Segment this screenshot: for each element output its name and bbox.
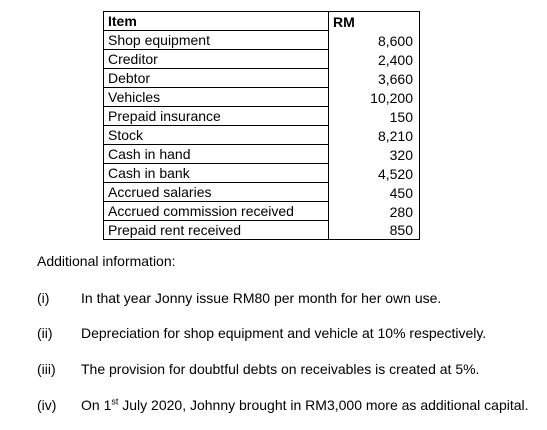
table-row: [104, 221, 420, 240]
amount-cell: 320: [329, 145, 420, 164]
item-cell: Cash in hand: [104, 145, 329, 164]
note-number: (i): [37, 290, 50, 306]
amount-cell: 3,660: [329, 69, 420, 88]
table-row: [104, 183, 420, 202]
item-cell: Accrued salaries: [104, 183, 329, 202]
item-cell: Creditor: [104, 50, 329, 69]
note-text-end: July 2020, Johnny brought in RM3,000 more as additional capital.: [118, 397, 529, 413]
table-row: [104, 69, 420, 88]
note-number: (iv): [37, 397, 57, 413]
note-text: In that year Jonny issue RM80 per month for her own use.: [81, 290, 442, 306]
table-row: [104, 31, 420, 50]
table-row: [104, 164, 420, 183]
item-cell: Debtor: [104, 69, 329, 88]
item-cell: Prepaid insurance: [104, 107, 329, 126]
item-cell: Vehicles: [104, 88, 329, 107]
item-cell: Prepaid rent received: [104, 221, 329, 240]
ordinal-suffix: st: [111, 396, 119, 407]
amount-cell: 8,600: [329, 31, 420, 50]
note-text-start: On 1: [81, 397, 112, 413]
item-cell: Accrued commission received: [104, 202, 329, 221]
rm-column-header: RM: [329, 12, 420, 31]
item-cell: Stock: [104, 126, 329, 145]
note-text: The provision for doubtful debts on receivables is created at 5%.: [81, 361, 480, 377]
table-row: [104, 88, 420, 107]
table-row: [104, 50, 420, 69]
balances-table: [103, 11, 420, 240]
item-cell: Shop equipment: [104, 31, 329, 50]
note-number: (iii): [37, 361, 56, 377]
table-row: [104, 126, 420, 145]
amount-cell: 150: [329, 107, 420, 126]
amount-cell: 2,400: [329, 50, 420, 69]
table-row: [104, 107, 420, 126]
table-header-row: [104, 12, 420, 31]
amount-cell: 280: [329, 202, 420, 221]
amount-cell: 8,210: [329, 126, 420, 145]
amount-cell: 450: [329, 183, 420, 202]
amount-cell: 4,520: [329, 164, 420, 183]
amount-cell: 850: [329, 221, 420, 240]
note-text: [81, 397, 547, 413]
note-number: (ii): [37, 325, 53, 341]
item-column-header: Item: [104, 12, 329, 31]
table-row: [104, 145, 420, 164]
item-cell: Cash in bank: [104, 164, 329, 183]
table-row: [104, 202, 420, 221]
note-text: Depreciation for shop equipment and vehicle at 10% respectively.: [81, 325, 487, 341]
additional-information-heading: Additional information:: [37, 253, 176, 269]
amount-cell: 10,200: [329, 88, 420, 107]
